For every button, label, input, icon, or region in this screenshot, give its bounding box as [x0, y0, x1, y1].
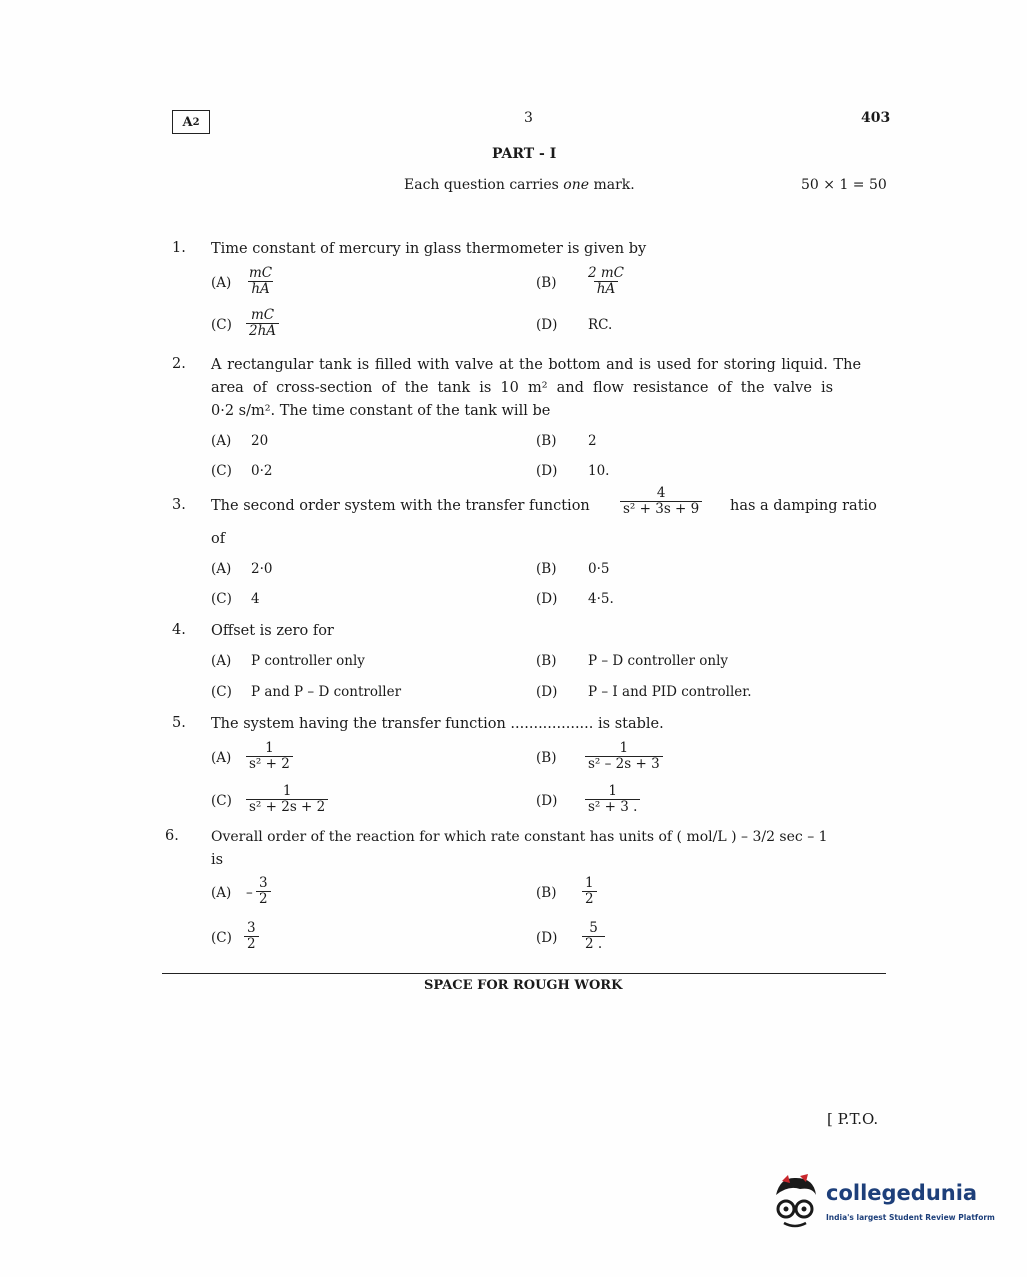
question-6-text-cont: is	[211, 852, 224, 868]
q3-transfer-function	[620, 486, 702, 517]
question-2-line-2: area of cross-section of the tank is 10 m² and flow resistance of the valve is	[211, 380, 834, 396]
question-5-stem	[211, 713, 664, 736]
q5-d-den: s² + 3 .	[585, 799, 640, 815]
q6-option-b-fraction	[582, 876, 597, 907]
q6-b-num: 1	[585, 875, 594, 891]
q5-option-b-fraction	[585, 741, 663, 772]
question-3-text-cont: of	[211, 531, 226, 547]
q1-c-num: mC	[250, 307, 275, 323]
q5-text-before: The system having the transfer function	[211, 716, 506, 732]
q2-option-b-text: 2	[588, 433, 597, 449]
q2-option-c-text: 0·2	[251, 463, 273, 479]
q5-option-a-fraction	[246, 741, 293, 772]
q5-b-den: s² – 2s + 3	[585, 756, 663, 772]
question-6-number: 6.	[165, 828, 179, 844]
q5-option-c-label: (C)	[211, 793, 232, 809]
q6-c-den: 2	[244, 936, 259, 952]
q6-option-a-fraction	[256, 876, 271, 907]
q4-option-c-text: P and P – D controller	[251, 684, 402, 700]
q1-option-a-fraction	[246, 266, 275, 297]
q3-option-a-label: (A)	[211, 561, 232, 577]
paper-code-box	[172, 110, 210, 134]
question-6-text: Overall order of the reaction for which rate constant has units of ( mol/L ) – 3/2 sec – 1	[211, 829, 828, 845]
q6-option-c-label: (C)	[211, 930, 232, 946]
q1-option-d-text: RC.	[588, 317, 613, 333]
question-1-text: Time constant of mercury in glass thermometer is given by	[211, 241, 647, 257]
q5-a-den: s² + 2	[246, 756, 293, 772]
question-4-text: Offset is zero for	[211, 623, 334, 639]
q5-option-d-label: (D)	[536, 793, 558, 809]
q5-dots: ..................	[510, 716, 594, 732]
booklet-code: 403	[861, 110, 891, 126]
q6-option-a-sign: –	[246, 885, 253, 901]
q2-option-a-text: 20	[251, 433, 269, 449]
q4-option-d-label: (D)	[536, 684, 558, 700]
q1-option-b-fraction	[585, 266, 627, 297]
pto-label: [ P.T.O.	[827, 1110, 879, 1128]
rough-work-label: SPACE FOR ROUGH WORK	[424, 978, 623, 993]
question-4-number: 4.	[172, 622, 186, 638]
q3-option-d-label: (D)	[536, 591, 558, 607]
instruction-emphasis: one	[563, 177, 590, 193]
q2-option-a-label: (A)	[211, 433, 232, 449]
q6-b-den: 2	[582, 891, 597, 907]
q2-option-b-label: (B)	[536, 433, 557, 449]
question-3-text-before: The second order system with the transfer function	[211, 498, 590, 514]
q5-text-after: is stable.	[598, 716, 664, 732]
q3-option-c-label: (C)	[211, 591, 232, 607]
question-5-number: 5.	[172, 715, 186, 731]
collegedunia-logo-icon	[770, 1173, 824, 1229]
q3-option-a-text: 2·0	[251, 561, 273, 577]
paper-code-sub: 2	[192, 116, 200, 128]
rough-work-rule	[162, 973, 886, 974]
q3-tf-num: 4	[656, 485, 666, 501]
q6-d-num: 5	[589, 920, 598, 936]
instruction-prefix: Each question carries	[404, 177, 564, 193]
q5-b-num: 1	[619, 740, 629, 756]
collegedunia-tagline: India's largest Student Review Platform	[826, 1213, 995, 1222]
q4-option-b-label: (B)	[536, 653, 557, 669]
q3-option-d-text: 4·5.	[588, 591, 614, 607]
page-number: 3	[524, 110, 533, 126]
q6-option-d-fraction	[582, 921, 605, 952]
q6-c-num: 3	[247, 920, 256, 936]
q1-option-b-label: (B)	[536, 275, 557, 291]
q4-option-b-text: P – D controller only	[588, 653, 729, 669]
q2-option-d-label: (D)	[536, 463, 558, 479]
question-2-number: 2.	[172, 356, 186, 372]
q3-tf-den: s² + 3s + 9	[620, 501, 702, 517]
q6-d-den: 2 .	[582, 936, 605, 952]
instruction-line	[404, 177, 635, 193]
q6-option-c-fraction	[244, 921, 259, 952]
question-3-text-after: has a damping ratio	[730, 498, 877, 514]
q1-b-num: 2 mC	[588, 265, 625, 281]
collegedunia-watermark	[770, 1173, 1000, 1233]
q5-c-num: 1	[282, 783, 292, 799]
collegedunia-brand: collegedunia	[826, 1181, 978, 1205]
q1-a-den: hA	[248, 281, 272, 297]
q5-option-d-fraction	[585, 784, 640, 815]
q5-a-num: 1	[265, 740, 274, 756]
q6-option-b-label: (B)	[536, 885, 557, 901]
q2-option-c-label: (C)	[211, 463, 232, 479]
marks-scheme: 50 × 1 = 50	[801, 177, 887, 193]
instruction-suffix: mark.	[589, 177, 635, 193]
q2-option-d-text: 10.	[588, 463, 610, 479]
q1-option-a-label: (A)	[211, 275, 232, 291]
q4-option-a-label: (A)	[211, 653, 232, 669]
q6-option-d-label: (D)	[536, 930, 558, 946]
q1-option-c-label: (C)	[211, 317, 232, 333]
q4-option-c-label: (C)	[211, 684, 232, 700]
q5-c-den: s² + 2s + 2	[246, 799, 328, 815]
q4-option-a-text: P controller only	[251, 653, 365, 669]
question-3-number: 3.	[172, 497, 186, 513]
q6-option-a-label: (A)	[211, 885, 232, 901]
q5-option-a-label: (A)	[211, 750, 232, 766]
q1-c-den: 2hA	[246, 323, 279, 339]
question-2-line-3: 0·2 s/m². The time constant of the tank will be	[211, 403, 551, 419]
question-1-number: 1.	[172, 240, 186, 256]
q3-option-b-label: (B)	[536, 561, 557, 577]
part-title: PART - I	[492, 146, 557, 162]
q5-d-num: 1	[608, 783, 617, 799]
q6-a-num: 3	[259, 875, 268, 891]
q3-option-b-text: 0·5	[588, 561, 610, 577]
q3-option-c-text: 4	[251, 591, 260, 607]
q4-option-d-text: P – I and PID controller.	[588, 684, 752, 700]
q1-option-d-label: (D)	[536, 317, 558, 333]
question-2-line-1: A rectangular tank is filled with valve at the bottom and is used for storing liquid. The	[211, 357, 862, 373]
q1-option-c-fraction	[246, 308, 279, 339]
q5-option-c-fraction	[246, 784, 328, 815]
q1-b-den: hA	[594, 281, 618, 297]
q1-a-num: mC	[249, 265, 273, 281]
q6-a-den: 2	[256, 891, 271, 907]
q5-option-b-label: (B)	[536, 750, 557, 766]
paper-code-base: A	[182, 114, 193, 130]
